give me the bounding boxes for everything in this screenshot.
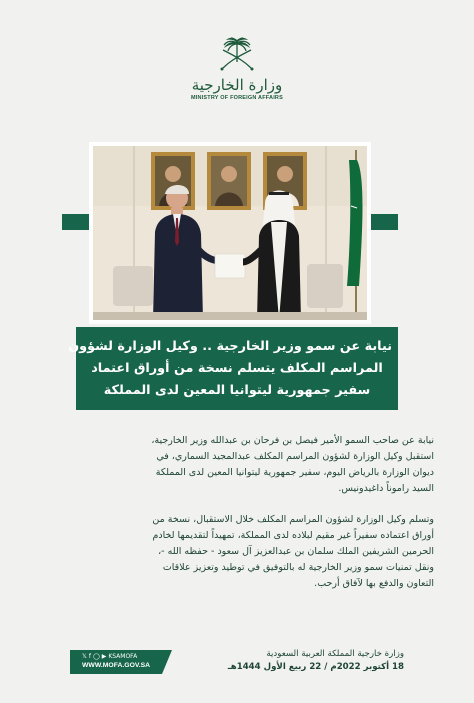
headline-line-3: سفير جمهورية ليتوانيا المعين لدى المملكة (103, 383, 371, 398)
paragraph-1-line: ديوان الوزارة بالرياض اليوم، سفير جمهورية ليتوانيا المعين لدى المملكة (155, 467, 434, 478)
headline-line-2: المراسم المكلف يتسلم نسخة من أوراق اعتماد (91, 361, 383, 376)
paragraph-2 (38, 512, 434, 592)
paragraph-2-line: الحرمين الشريفين الملك سلمان بن عبدالعزيز آل سعود - حفظه الله -، (158, 546, 434, 557)
ministry-logo (0, 36, 474, 102)
source-label: وزارة خارجية المملكة العربية السعودية (266, 649, 404, 659)
paragraph-2-line: أوراق اعتماده سفيراً غير مقيم لبلاده لدى المملكة، تمهيداً لتقديمها لخادم (152, 530, 434, 541)
website-link[interactable]: WWW.MOFA.GOV.SA (82, 662, 151, 669)
paragraph-1 (38, 433, 434, 497)
logo-arabic-name: وزارة الخارجية (191, 76, 283, 94)
logo-english-name: MINISTRY OF FOREIGN AFFAIRS (191, 95, 283, 101)
reception-photo-illustration (93, 146, 367, 320)
photo-band (62, 142, 398, 324)
palm-swords-emblem-icon (217, 36, 257, 74)
youtube-icon[interactable]: ▶ (101, 653, 107, 660)
article-body (38, 433, 434, 592)
social-badge[interactable] (76, 650, 162, 674)
credentials-document (215, 254, 245, 278)
instagram-icon[interactable]: ◯ (92, 653, 100, 660)
social-icons (82, 653, 158, 661)
facebook-icon[interactable]: f (88, 653, 91, 660)
twitter-icon[interactable]: 𝕏 (82, 653, 87, 660)
social-handle: KSAMOFA (108, 653, 138, 660)
paragraph-2-line: ونقل تمنيات سمو وزير الخارجية له بالتوفيق في توطيد وتعزيز علاقات (162, 562, 434, 573)
portrait-center (207, 152, 251, 210)
paragraph-1-line: نيابة عن صاحب السمو الأمير فيصل بن فرحان بن عبدالله وزير الخارجية، (151, 435, 434, 446)
paragraph-2-line: التعاون والدفع بها لآفاق أرحب. (314, 578, 434, 589)
news-photo (89, 142, 371, 324)
paragraph-1-line: استقبل وكيل الوزارة لشؤون المراسم المكلف عبدالمجيد السماري، في (156, 451, 434, 462)
publish-date: 18 أكتوبر 2022م / 22 ربيع الأول 1444هـ (227, 662, 404, 672)
headline-line-1: نيابة عن سمو وزير الخارجية .. وكيل الوزارة لشؤون (68, 339, 392, 354)
paragraph-2-line: وتسلم وكيل الوزارة لشؤون المراسم المكلف خلال الاستقبال، نسخة من (152, 514, 434, 525)
headline-box (68, 327, 398, 410)
source-and-date (228, 648, 404, 674)
paragraph-1-line: السيد راموناً داغيدونيس. (338, 483, 434, 494)
